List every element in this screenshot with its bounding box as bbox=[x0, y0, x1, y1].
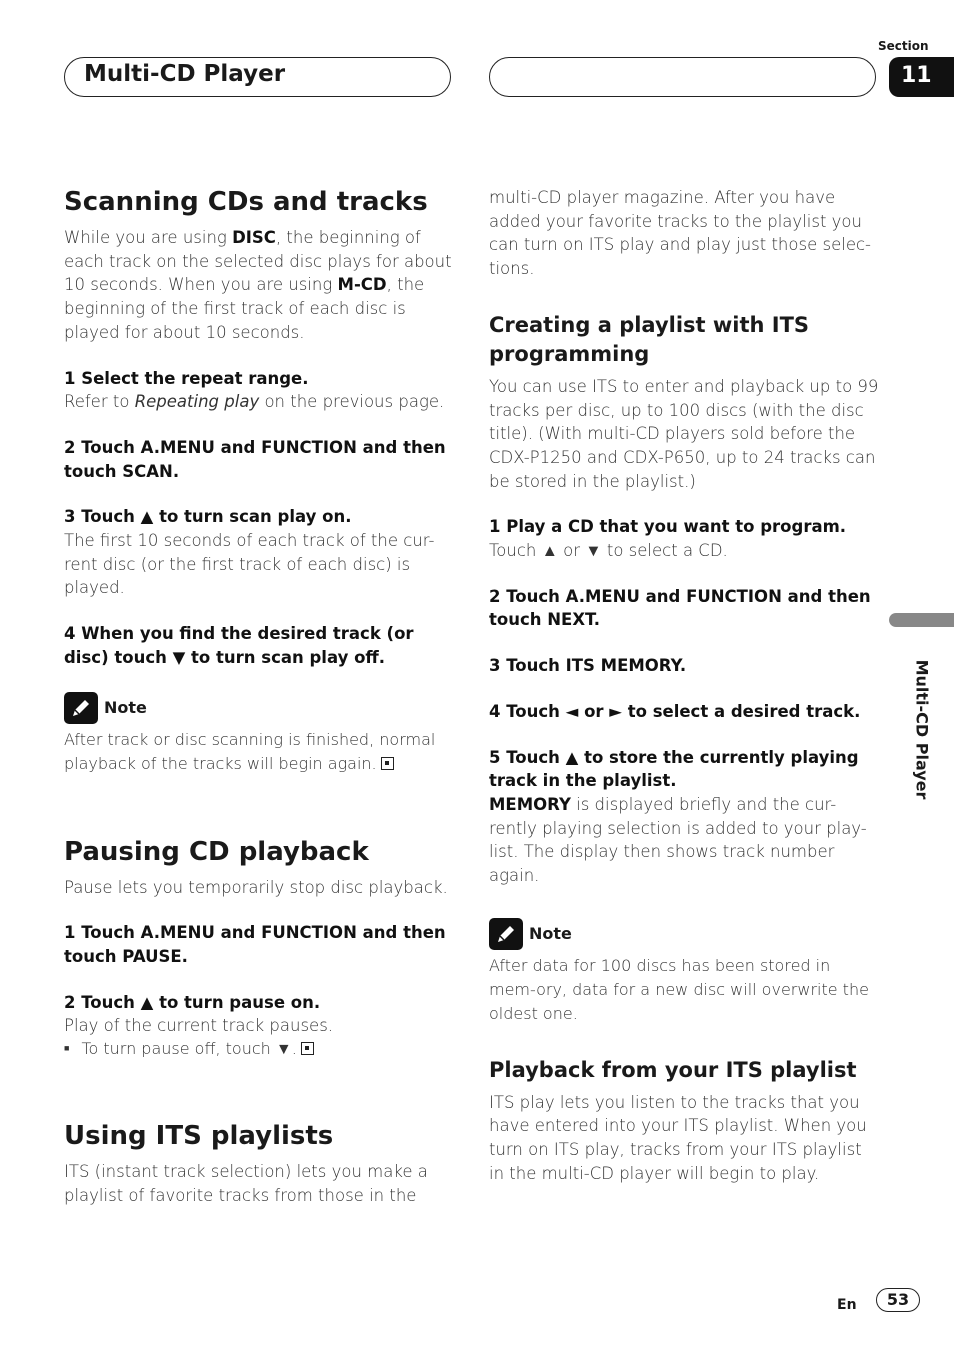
scanning-note-header: Note bbox=[64, 692, 454, 724]
end-mark-icon bbox=[301, 1042, 314, 1055]
creating-step-3: 3 Touch ITS MEMORY. bbox=[489, 656, 687, 676]
playback-intro: ITS play lets you listen to the tracks that you have entered into your ITS playlist. When you turn on ITS play, tracks from your ITS playlist in the multi-CD player will begin to play. bbox=[489, 1092, 867, 1183]
pencil-icon bbox=[64, 692, 98, 724]
creating-intro: You can use ITS to enter and playback up to 99 tracks per disc, up to 100 discs (with the disc title). (With multi-CD players sold before the CDX-P1250 and CDX-P650, up to 24 tracks can be stored in the playlist.) bbox=[489, 376, 879, 491]
side-tab-marker bbox=[889, 613, 954, 627]
creating-step-5-body: MEMORY is displayed briefly and the cur-rently playing selection is added to your play-list. The display then shows track number again. bbox=[489, 794, 867, 886]
scanning-step-1-body: Refer to Repeating play on the previous page. bbox=[64, 392, 445, 412]
creating-step-5: 5 Touch ▲ to store the currently playing track in the playlist. bbox=[489, 747, 859, 791]
end-mark-icon bbox=[381, 757, 394, 770]
left-column bbox=[64, 186, 454, 1207]
section-label: Section bbox=[878, 39, 929, 53]
page-number: 53 bbox=[876, 1288, 920, 1312]
pausing-step-2-body: Play of the current track pauses. bbox=[64, 1016, 334, 1036]
language-label: En bbox=[837, 1297, 857, 1313]
scanning-intro: While you are using DISC, the beginning of each track on the selected disc plays for about 10 seconds. When you are using M-CD, the beginning of the first track of each disc is played for about 10 seconds. bbox=[64, 228, 452, 342]
bullet-square-icon: ■ bbox=[64, 1044, 70, 1055]
section-number: 11 bbox=[889, 57, 954, 97]
pencil-icon bbox=[489, 918, 523, 950]
playback-heading: Playback from your ITS playlist bbox=[489, 1057, 857, 1082]
scanning-step-3: 3 Touch ▲ to turn scan play on. bbox=[64, 507, 352, 527]
its-intro-continued: multi-CD player magazine. After you have added your favorite tracks to the playlist you can turn on ITS play and play just those selec-tions. bbox=[489, 188, 871, 279]
pausing-intro: Pause lets you temporarily stop disc playback. bbox=[64, 877, 448, 897]
creating-note-header: Note bbox=[489, 918, 879, 950]
its-heading: Using ITS playlists bbox=[64, 1121, 334, 1152]
creating-heading: Creating a playlist with ITS programming bbox=[489, 312, 810, 366]
right-column bbox=[489, 186, 879, 1186]
pausing-heading: Pausing CD playback bbox=[64, 836, 369, 867]
scanning-step-4: 4 When you find the desired track (or disc) touch ▼ to turn scan play off. bbox=[64, 624, 414, 667]
header-blank-frame bbox=[489, 57, 876, 97]
creating-step-4: 4 Touch ◄ or ► to select a desired track. bbox=[489, 701, 861, 721]
creating-step-2: 2 Touch A.MENU and FUNCTION and then touch NEXT. bbox=[489, 586, 871, 630]
sidebar-label: Multi-CD Player bbox=[912, 659, 932, 800]
its-intro: ITS (instant track selection) lets you make a playlist of favorite tracks from those in the bbox=[64, 1162, 428, 1205]
scanning-heading: Scanning CDs and tracks bbox=[64, 187, 428, 217]
scanning-note-body: After track or disc scanning is finished, normal playback of the tracks will begin again. bbox=[64, 729, 436, 773]
creating-step-1-body: Touch ▲ or ▼ to select a CD. bbox=[489, 541, 728, 561]
creating-step-1: 1 Play a CD that you want to program. bbox=[489, 517, 847, 537]
pausing-step-2: 2 Touch ▲ to turn pause on. bbox=[64, 992, 321, 1012]
page-title: Multi-CD Player bbox=[84, 61, 286, 87]
pausing-bullet: ■ To turn pause off, touch ▼. bbox=[64, 1038, 454, 1060]
creating-note-body: After data for 100 discs has been stored in mem-ory, data for a new disc will overwrite the oldest one. bbox=[489, 955, 869, 1023]
scanning-step-2: 2 Touch A.MENU and FUNCTION and then touch SCAN. bbox=[64, 437, 446, 481]
scanning-step-1: 1 Select the repeat range. bbox=[64, 368, 309, 388]
pausing-step-1: 1 Touch A.MENU and FUNCTION and then touch PAUSE. bbox=[64, 923, 446, 966]
scanning-step-3-body: The first 10 seconds of each track of the cur-rent disc (or the first track of each disc) is played. bbox=[64, 531, 435, 598]
